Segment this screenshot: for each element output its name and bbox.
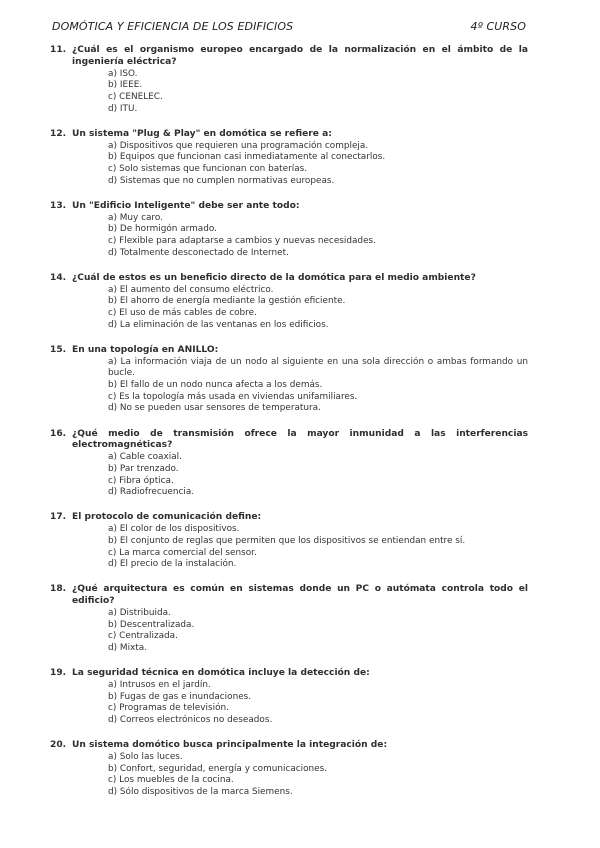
question-text: ¿Qué arquitectura es común en sistemas donde un PC o autómata controla todo el edificio?: [72, 584, 528, 607]
option-a: a) Solo las luces.: [108, 751, 183, 762]
option-b: b) Confort, seguridad, energía y comunicaciones.: [108, 763, 328, 774]
question-text: ¿Qué medio de transmisión ofrece la mayor inmunidad a las interferencias electromagnéticas?: [72, 428, 528, 451]
option-b: b) El ahorro de energía mediante la gestión eficiente.: [108, 296, 346, 307]
option-a: a) Dispositivos que requieren una programación compleja.: [108, 140, 369, 151]
option-c: c) La marca comercial del sensor.: [108, 547, 257, 558]
question-20: [50, 740, 528, 799]
question-18: [50, 584, 528, 654]
question-13: [50, 201, 528, 260]
option-list: [50, 452, 528, 499]
option-c: c) El uso de más cables de cobre.: [108, 308, 257, 318]
question-number: 19.: [50, 668, 67, 679]
option-a: a) ISO.: [108, 68, 138, 79]
question-number: 14.: [50, 272, 67, 283]
question-number: 17.: [50, 512, 67, 523]
question-19: [50, 668, 528, 727]
option-c: c) Flexible para adaptarse a cambios y nuevas necesidades.: [108, 236, 376, 246]
option-b: b) IEEE.: [108, 80, 143, 91]
question-stem: [50, 429, 528, 453]
question-12: [50, 129, 528, 188]
question-text: La seguridad técnica en domótica incluye la detección de:: [72, 668, 370, 679]
question-stem: [50, 668, 528, 680]
header-course: 4º CURSO: [470, 20, 526, 33]
question-number: 16.: [50, 428, 67, 439]
option-b: b) De hormigón armado.: [108, 224, 217, 235]
question-stem: [50, 512, 528, 524]
option-list: [50, 608, 528, 655]
option-list: [50, 213, 528, 260]
option-d: d) Radiofrecuencia.: [108, 487, 195, 498]
option-a: a) La información viaja de un nodo al siguiente en una sola dirección o ambas formando un bucle.: [108, 356, 528, 379]
question-stem: [50, 345, 528, 357]
option-list: [50, 357, 528, 416]
page-header: [52, 20, 526, 36]
question-stem: [50, 740, 528, 752]
option-a: a) Cable coaxial.: [108, 452, 182, 463]
option-c: c) Centralizada.: [108, 631, 178, 642]
option-b: b) Fugas de gas e inundaciones.: [108, 691, 252, 702]
question-17: [50, 512, 528, 571]
option-d: d) No se pueden usar sensores de temperatura.: [108, 403, 321, 414]
question-text: Un "Edificio Inteligente" debe ser ante todo:: [72, 200, 300, 211]
question-16: [50, 429, 528, 499]
question-stem: [50, 201, 528, 213]
option-b: b) Par trenzado.: [108, 463, 179, 474]
question-list: [50, 45, 528, 812]
option-d: d) La eliminación de las ventanas en los edificios.: [108, 319, 329, 330]
option-list: [50, 141, 528, 188]
option-c: c) Es la topología más usada en viviendas unifamiliares.: [108, 391, 358, 402]
question-number: 18.: [50, 584, 67, 595]
option-d: d) Sólo dispositivos de la marca Siemens.: [108, 787, 293, 797]
option-b: b) Descentralizada.: [108, 619, 195, 630]
question-14: [50, 273, 528, 332]
question-number: 13.: [50, 200, 67, 211]
question-stem: [50, 129, 528, 141]
option-c: c) CENELEC.: [108, 92, 163, 102]
option-d: d) Totalmente desconectado de Internet.: [108, 247, 289, 258]
question-text: En una topología en ANILLO:: [72, 344, 219, 355]
option-a: a) Intrusos en el jardín.: [108, 679, 211, 690]
option-b: b) El conjunto de reglas que permiten que los dispositivos se entiendan entre sí.: [108, 535, 466, 546]
option-list: [50, 285, 528, 332]
option-d: d) Correos electrónicos no deseados.: [108, 715, 273, 725]
question-stem: [50, 584, 528, 608]
question-text: El protocolo de comunicación define:: [72, 512, 262, 523]
option-a: a) El aumento del consumo eléctrico.: [108, 284, 274, 295]
question-stem: [50, 273, 528, 285]
option-list: [50, 69, 528, 116]
option-c: c) Los muebles de la cocina.: [108, 775, 234, 786]
option-d: d) ITU.: [108, 103, 138, 114]
question-text: Un sistema "Plug & Play" en domótica se refiere a:: [72, 128, 332, 139]
option-c: c) Solo sistemas que funcionan con baterías.: [108, 164, 308, 174]
question-number: 11.: [50, 45, 67, 55]
option-a: a) El color de los dispositivos.: [108, 524, 240, 535]
question-text: ¿Cuál de estos es un beneficio directo de la domótica para el medio ambiente?: [72, 272, 476, 283]
option-d: d) Sistemas que no cumplen normativas europeas.: [108, 175, 335, 186]
option-b: b) El fallo de un nodo nunca afecta a los demás.: [108, 380, 323, 390]
option-list: [50, 680, 528, 727]
question-text: ¿Cuál es el organismo europeo encargado de la normalización en el ámbito de la ingeniería eléctrica?: [72, 45, 528, 67]
question-stem: [50, 45, 528, 69]
header-title: DOMÓTICA Y EFICIENCIA DE LOS EDIFICIOS: [52, 20, 294, 33]
question-number: 12.: [50, 128, 67, 139]
option-d: d) El precio de la instalación.: [108, 559, 237, 570]
option-a: a) Muy caro.: [108, 212, 163, 223]
question-number: 15.: [50, 344, 67, 355]
option-c: c) Programas de televisión.: [108, 703, 229, 714]
option-list: [50, 752, 528, 799]
question-15: [50, 345, 528, 415]
option-a: a) Distribuida.: [108, 607, 171, 618]
question-text: Un sistema domótico busca principalmente la integración de:: [72, 740, 388, 751]
question-number: 20.: [50, 740, 67, 751]
question-11: [50, 45, 528, 115]
option-list: [50, 524, 528, 571]
option-d: d) Mixta.: [108, 643, 148, 653]
option-c: c) Fibra óptica.: [108, 475, 174, 486]
option-b: b) Equipos que funcionan casi inmediatamente al conectarlos.: [108, 152, 386, 163]
